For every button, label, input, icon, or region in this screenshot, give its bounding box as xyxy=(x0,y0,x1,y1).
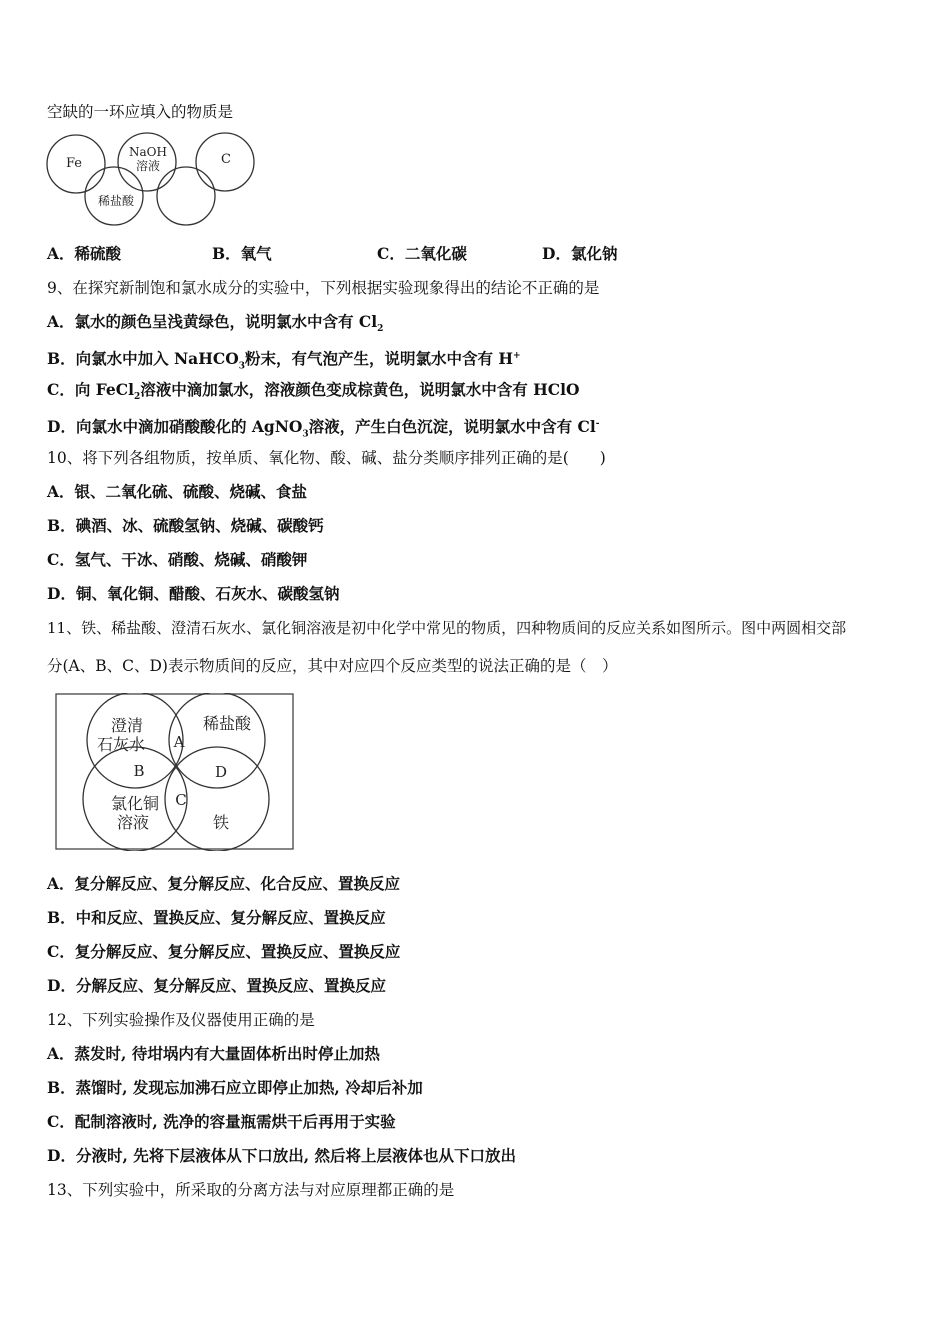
q8-option-b: B．氧气 xyxy=(212,244,272,263)
q8-ring-diagram xyxy=(44,130,259,226)
q12-option-d: D．分液时, 先将下层液体从下口放出, 然后将上层液体也从下口放出 xyxy=(47,1146,517,1165)
venn-label-c: C xyxy=(175,791,187,809)
q9-option-a: A．氯水的颜色呈浅黄绿色，说明氯水中含有 $Cl_2$ xyxy=(47,312,384,335)
venn-limewater-2: 石灰水 xyxy=(96,735,146,754)
ring-hcl-label: 稀盐酸 xyxy=(97,194,135,208)
q8-stem-tail: 空缺的一环应填入的物质是 xyxy=(47,103,234,121)
q9-stem: 9、在探究新制饱和氯水成分的实验中，下列根据实验现象得出的结论不正确的是 xyxy=(47,279,600,297)
venn-cucl2-1: 氯化铜 xyxy=(110,794,160,813)
q8-option-a: A．稀硫酸 xyxy=(47,244,122,263)
q9-option-c: C．向 FeCl$_2$溶液中滴加氯水，溶液颜色变成棕黄色，说明氯水中含有 HClO xyxy=(47,380,580,403)
q10-option-a: A．银、二氧化硫、硫酸、烧碱、食盐 xyxy=(47,482,308,501)
venn-limewater-1: 澄清 xyxy=(110,716,144,735)
q11-stem-line2: 分(A、B、C、D)表示物质间的反应，其中对应四个反应类型的说法正确的是（ ） xyxy=(47,657,618,675)
q13-stem: 13、下列实验中，所采取的分离方法与对应原理都正确的是 xyxy=(47,1181,455,1199)
venn-cucl2-2: 溶液 xyxy=(116,813,150,832)
q8-option-d: D．氯化钠 xyxy=(542,244,618,263)
venn-label-b: B xyxy=(133,762,145,780)
q9-option-b: B．向氯水中加入 NaHCO$_3$粉末，有气泡产生，说明氯水中含有 H+ xyxy=(47,349,521,372)
q12-option-a: A．蒸发时, 待坩埚内有大量固体析出时停止加热 xyxy=(47,1044,380,1063)
venn-iron: 铁 xyxy=(212,813,230,832)
q11-stem-line1: 11、铁、稀盐酸、澄清石灰水、氯化铜溶液是初中化学中常见的物质，四种物质间的反应关系如图所示。图中两圆相交部 xyxy=(47,619,847,637)
ring-naoh-label-2: 溶液 xyxy=(135,159,161,173)
q12-option-c: C．配制溶液时, 洗净的容量瓶需烘干后再用于实验 xyxy=(47,1112,396,1131)
q11-option-c: C．复分解反应、复分解反应、置换反应、置换反应 xyxy=(47,942,401,961)
q10-option-b: B．碘酒、冰、硫酸氢钠、烧碱、碳酸钙 xyxy=(47,516,324,535)
q11-option-d: D．分解反应、复分解反应、置换反应、置换反应 xyxy=(47,976,386,995)
venn-label-a: A xyxy=(173,733,185,751)
ring-c-label: C xyxy=(221,152,231,167)
venn-label-d: D xyxy=(214,763,228,781)
ring-blank xyxy=(157,167,215,225)
ring-naoh-label-1: NaOH xyxy=(129,145,167,159)
q11-venn-diagram xyxy=(55,693,295,851)
venn-hcl: 稀盐酸 xyxy=(202,714,252,733)
q11-option-a: A．复分解反应、复分解反应、化合反应、置换反应 xyxy=(47,874,401,893)
q10-option-d: D．铜、氧化铜、醋酸、石灰水、碳酸氢钠 xyxy=(47,584,340,603)
q10-option-c: C．氢气、干冰、硝酸、烧碱、硝酸钾 xyxy=(47,550,308,569)
q8-option-c: C．二氧化碳 xyxy=(377,244,467,263)
ring-fe-label: Fe xyxy=(65,156,83,171)
q12-option-b: B．蒸馏时, 发现忘加沸石应立即停止加热, 冷却后补加 xyxy=(47,1078,423,1097)
q9-option-d: D．向氯水中滴加硝酸酸化的 AgNO$_3$溶液，产生白色沉淀，说明氯水中含有 Cl- xyxy=(47,417,600,440)
q10-stem: 10、将下列各组物质，按单质、氧化物、酸、碱、盐分类顺序排列正确的是( ) xyxy=(47,449,606,467)
q11-option-b: B．中和反应、置换反应、复分解反应、置换反应 xyxy=(47,908,386,927)
q12-stem: 12、下列实验操作及仪器使用正确的是 xyxy=(47,1011,315,1029)
